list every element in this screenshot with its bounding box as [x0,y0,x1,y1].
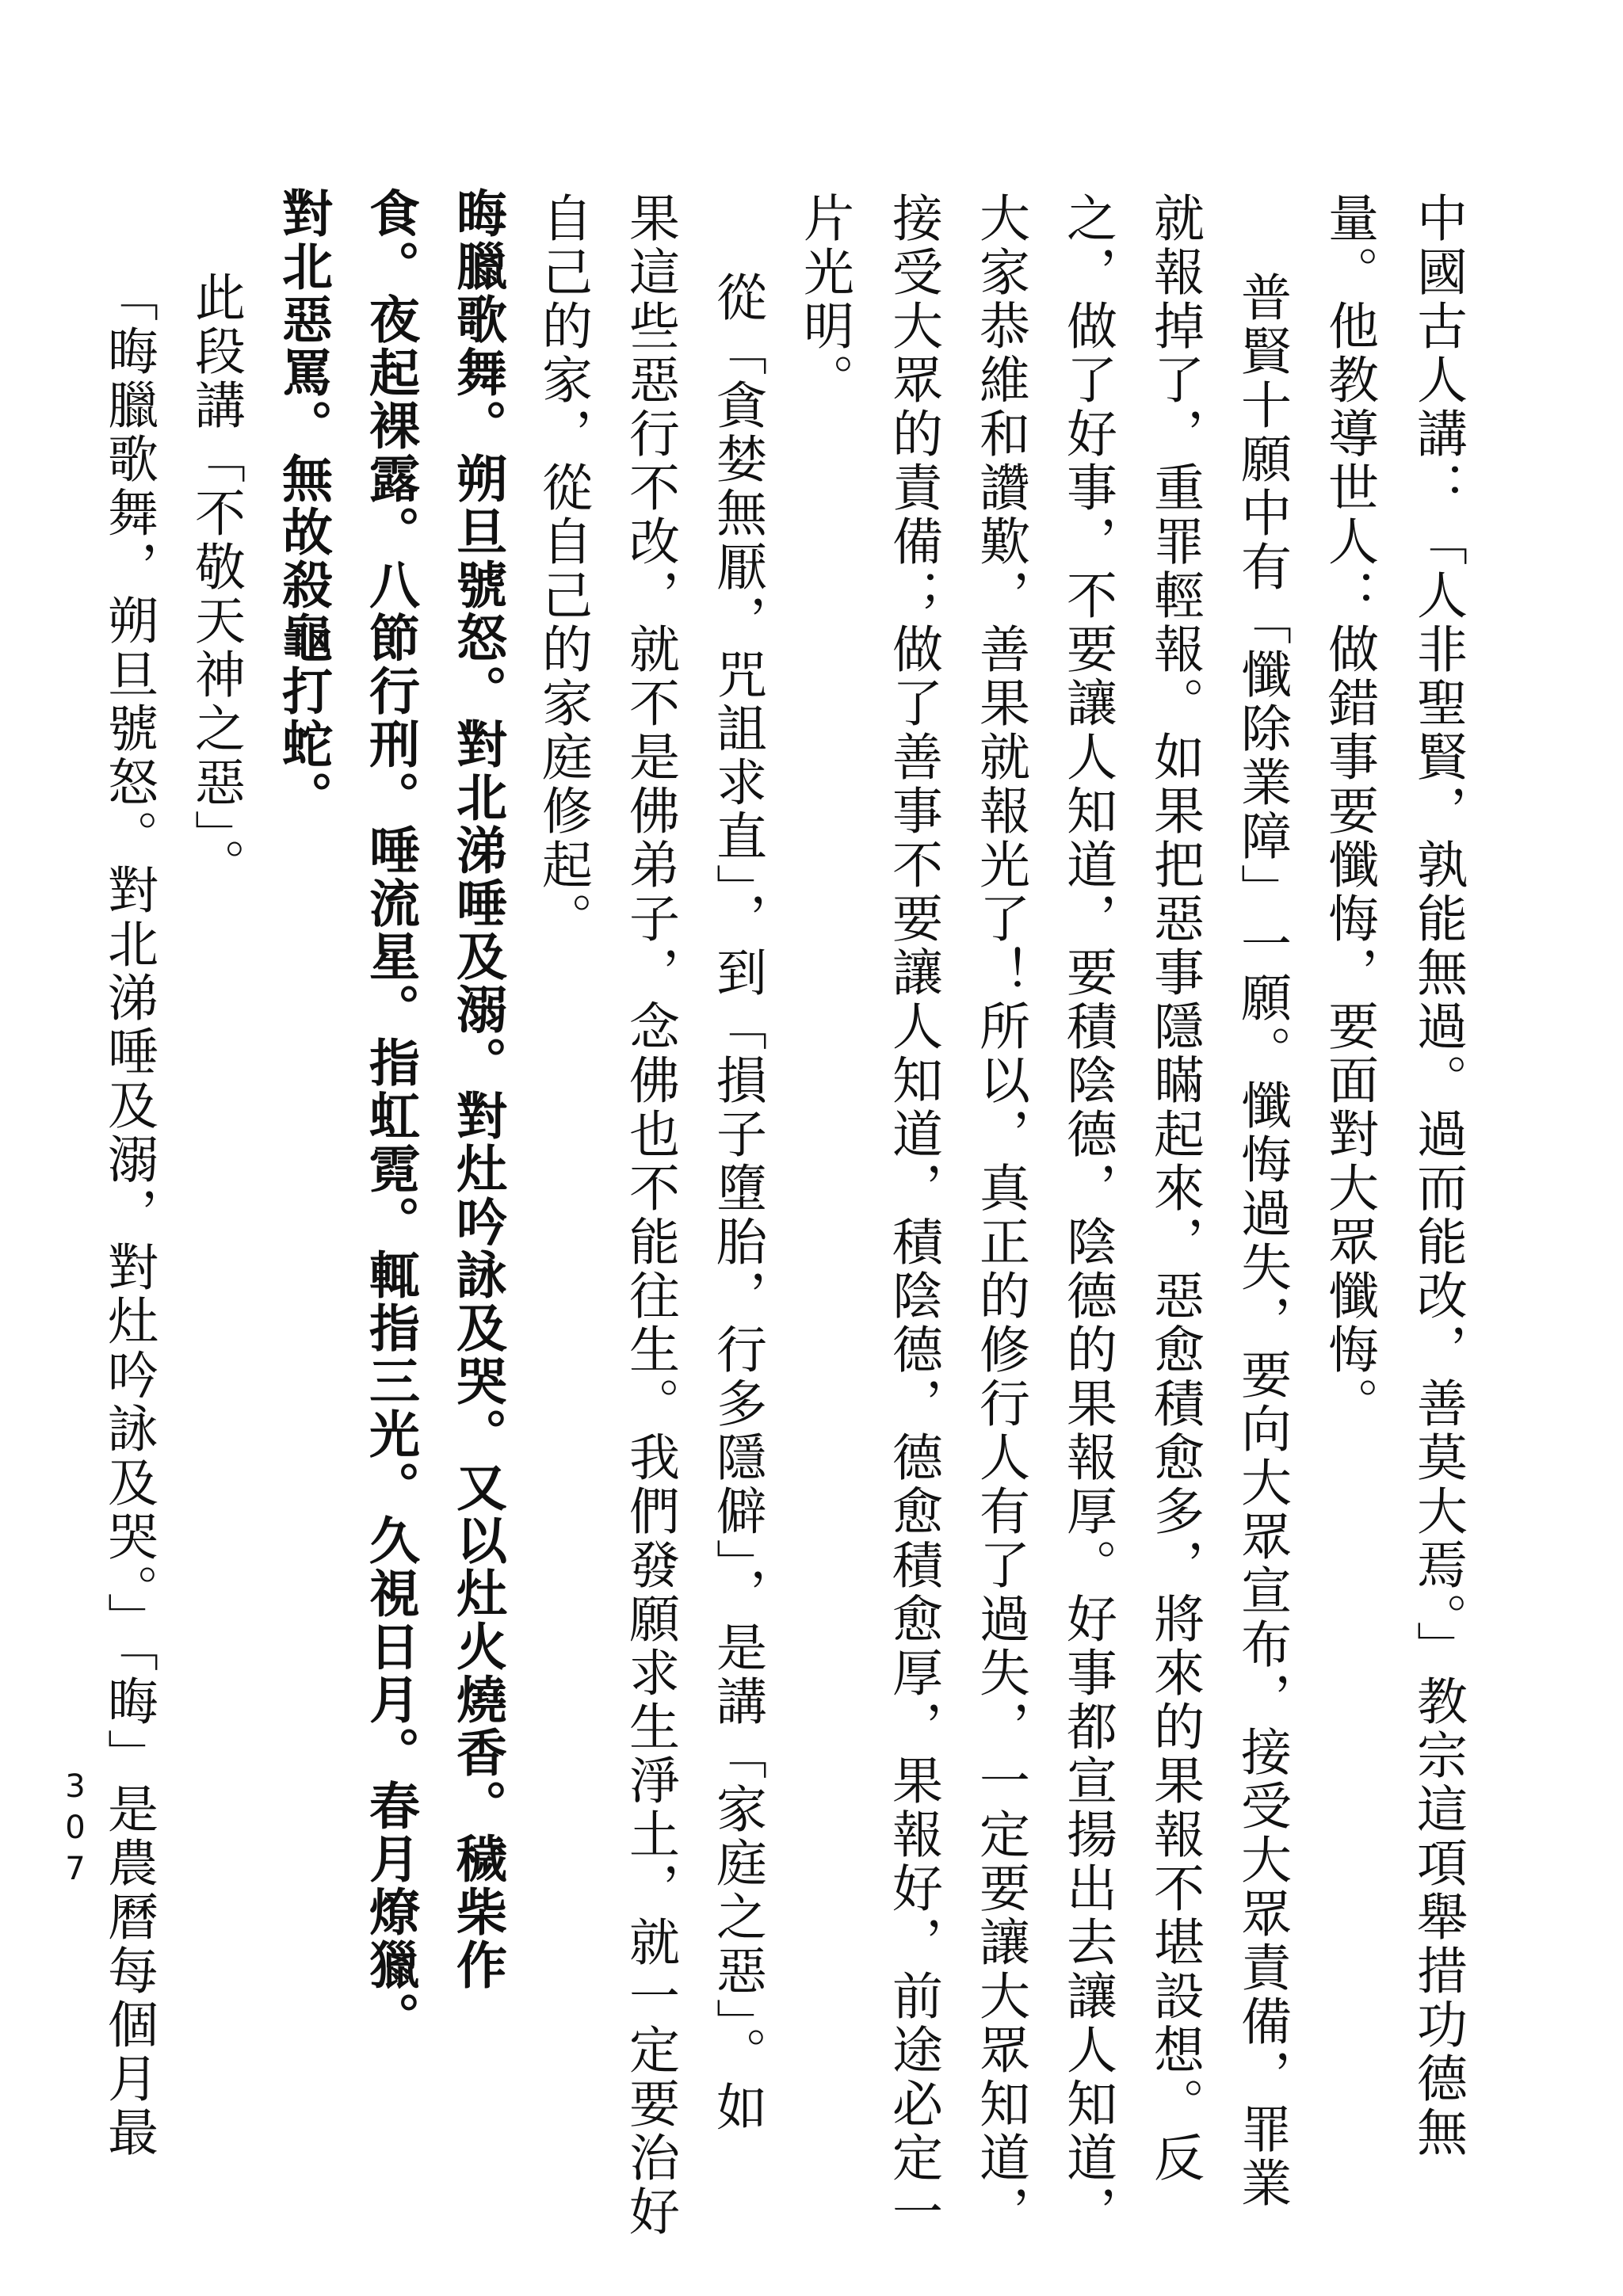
scripture-column-2: 食。夜起裸露。八節行刑。唾流星。指虹霓。輒指三光。久視日月。春月燎獵。 [361,187,419,2045]
text-column-3: 普賢十願中有「懺除業障」一願。懺悔過失，要向大眾宣布，接受大眾責備，罪業 [1232,271,1291,2210]
text-column-13: 「晦臘歌舞，朔旦號怒。對北涕唾及溺，對灶吟詠及哭。」「晦」是農曆每個月最 [99,271,158,2160]
text-column-8: 片光明。 [795,192,854,407]
scripture-column-3: 對北惡罵。無故殺龜打蛇。 [273,187,332,824]
text-column-6: 大家恭維和讚歎，善果就報光了！所以，真正的修行人有了過失，一定要讓大眾知道， [971,192,1029,2239]
text-column-11: 自己的家，從自己的家庭修起。 [533,192,592,946]
text-column-12: 此段講「不敬天神之惡」。 [186,271,245,892]
text-column-7: 接受大眾的責備；做了善事不要讓人知道，積陰德，德愈積愈厚，果報好，前途必定一 [884,192,942,2239]
scripture-column-1: 晦臘歌舞。朔旦號怒。對北涕唾及溺。對灶吟詠及哭。又以灶火燒香。穢柴作 [448,187,506,1992]
text-column-4: 就報掉了，重罪輕報。如果把惡事隱瞞起來，惡愈積愈多，將來的果報不堪設想。反 [1145,192,1204,2185]
text-column-9: 從「貪婪無厭，咒詛求直」，到「損子墮胎，行多隱僻」，是講「家庭之惡」。如 [708,271,766,2134]
text-column-5: 之，做了好事，不要讓人知道，要積陰德，陰德的果報厚。好事都宣揚出去讓人知道， [1058,192,1117,2239]
text-column-2: 量。他教導世人：做錯事要懺悔，要面對大眾懺悔。 [1319,192,1378,1431]
page-number: 307 [57,1768,94,1892]
text-column-1: 中國古人講：「人非聖賢，孰能無過。過而能改，善莫大焉。」教宗這項舉措功德無 [1408,192,1467,2160]
text-column-10: 果這些惡行不改，就不是佛弟子，念佛也不能往生。我們發願求生淨土，就一定要治好 [621,192,679,2239]
